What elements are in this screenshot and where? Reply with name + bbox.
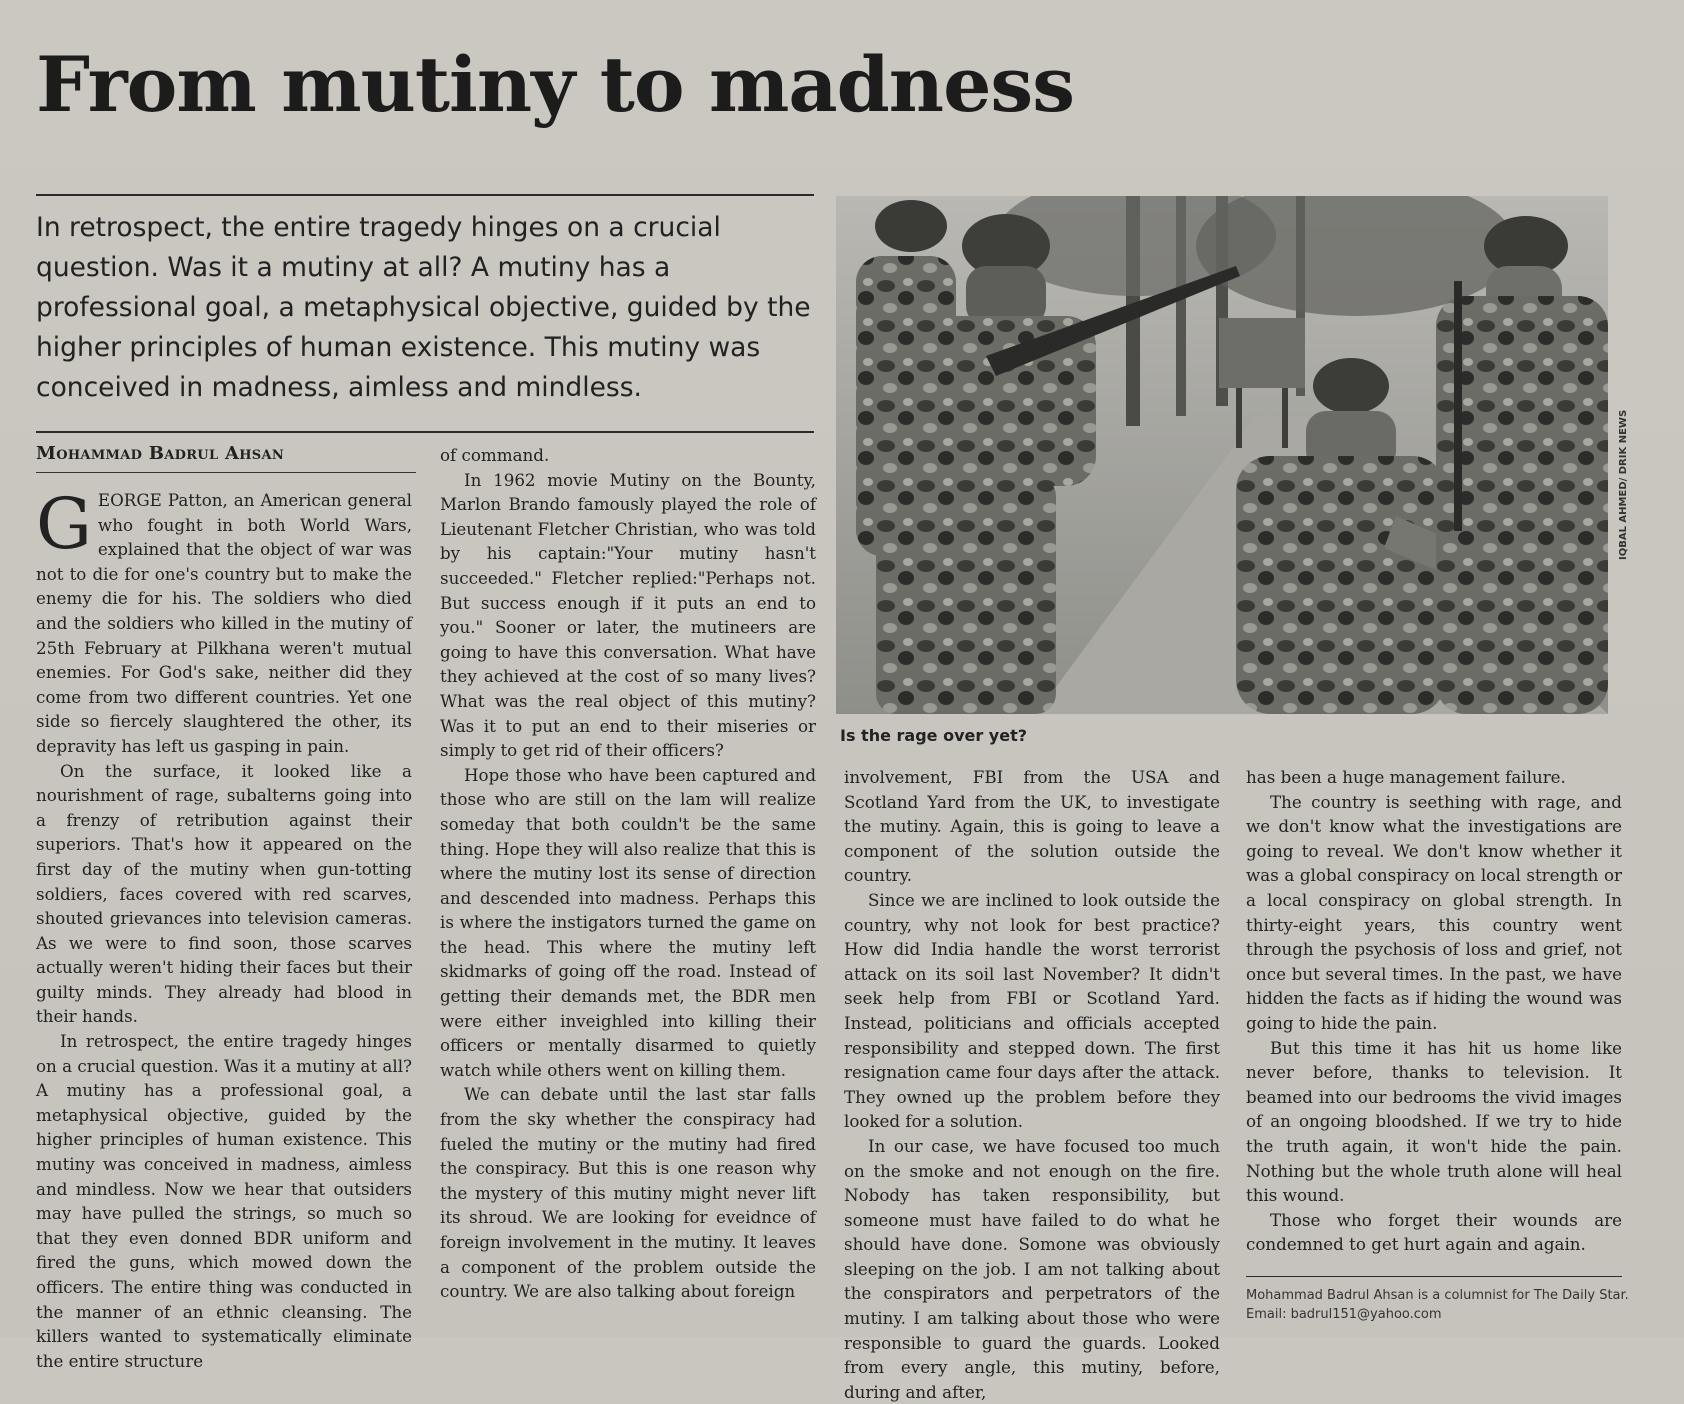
paragraph: The country is seething with rage, and we don't know what the investigations are going to reveal. We don't know whether it was a global conspiracy on local strength or a local conspiracy on global strength. In thirty-eight years, this country went through the psychosis of loss and grief, not once but several times. In the past, we have hidden the facts as if hiding the wound was going to hide the pain. bbox=[1246, 791, 1622, 1033]
paragraph: has been a huge management failure. bbox=[1246, 767, 1566, 787]
standfirst: In retrospect, the entire tragedy hinges on a crucial question. Was it a mutiny at all? A mutiny has a professional goal, a metaphysical objective, guided by the higher principles of human existence. This mutiny was conceived in madness, aimless and mindless. bbox=[36, 212, 811, 403]
news-photo bbox=[836, 196, 1608, 714]
paragraph: In 1962 movie Mutiny on the Bounty, Marlon Brando famously played the role of Lieutenant Fletcher Christian, who was told by his captain:"Your mutiny hasn't succeeded." Fletcher replied:"Perhaps not. But success enough if it puts an end to you." Sooner or later, the mutineers are going to have this conversation. What have they achieved at the cost of so many lives? What was the real object of this mutiny? Was it to put an end to their miseries or simply to get rid of their officers? bbox=[440, 469, 816, 761]
paragraph: But this time it has hit us home like never before, thanks to television. It beamed into our bedrooms the vivid images of an ongoing bloodshed. If we try to hide the truth again, it won't hide the pain. Nothing but the whole truth alone will heal this wound. bbox=[1246, 1037, 1622, 1206]
photo-caption: Is the rage over yet? bbox=[840, 726, 1028, 745]
headline: From mutiny to madness bbox=[36, 40, 1074, 129]
paragraph: of command. bbox=[440, 445, 550, 465]
paragraph: Those who forget their wounds are condemned to get hurt again and again. bbox=[1246, 1209, 1622, 1255]
paragraph: On the surface, it looked like a nourishment of rage, subalterns going into a frenzy of retribution against their superiors. That's how it appeared on the first day of the mutiny when gun-totting soldiers, faces covered with red scarves, shouted grievances into television cameras. As we were to find soon, those scarves actually weren't hiding their faces but their guilty minds. They already had blood in their hands. bbox=[36, 760, 412, 1027]
paragraph-text: EORGE Patton, an American general who fought in both World Wars, explained that the object of war was not to die for one's country but to make the enemy die for his. The soldiers who died and the soldiers who killed in the mutiny of 25th February at Pilkhana weren't mutual enemies. For God's sake, neither did they come from two different countries. Yet one side so fiercely slaughtered the other, its depravity has left us gasping in pain. bbox=[36, 490, 412, 756]
article-column-2 bbox=[440, 443, 816, 1304]
paragraph bbox=[36, 483, 412, 759]
drop-cap: G bbox=[36, 483, 92, 565]
paragraph: Since we are inclined to look outside the country, why not look for best practice? How did India handle the worst terrorist attack on its soil last November? It didn't seek help from FBI or Scotland Yard. Instead, politicians and officials accepted responsibility and stepped down. The first resignation came four days after the attack. They owned up the problem before they looked for a solution. bbox=[844, 889, 1220, 1132]
paragraph: Hope those who have been captured and those who are still on the lam will realize someday that both couldn't be the same thing. Hope they will also realize that this is where the mutiny lost its sense of direction and descended into madness. Perhaps this is where the instigators turned the game on the head. This where the mutiny left skidmarks of going off the road. Instead of getting their demands met, the BDR men were either inveighled into killing their officers or mentally disarmed to quietly watch while others went on killing them. bbox=[440, 764, 816, 1080]
paragraph: In retrospect, the entire tragedy hinges on a crucial question. Was it a mutiny at all? A mutiny has a professional goal, a metaphysical objective, guided by the higher principles of human existence. This mutiny was conceived in madness, aimless and mindless. Now we hear that outsiders may have pulled the strings, so much so that they even donned BDR uniform and fired the guns, which mowed down the officers. The entire thing was conducted in the manner of an ethnic cleansing. The killers wanted to systematically eliminate the entire structure bbox=[36, 1031, 412, 1371]
byline: Mohammad Badrul Ahsan bbox=[36, 443, 416, 473]
standfirst-top-rule bbox=[36, 194, 814, 196]
soldiers-photo-illustration bbox=[836, 196, 1608, 714]
standfirst-bottom-rule bbox=[36, 431, 814, 433]
author-bio-text: Mohammad Badrul Ahsan is a columnist for The Daily Star. bbox=[1246, 1288, 1629, 1303]
article-column-4 bbox=[1246, 765, 1622, 1257]
article-column-3 bbox=[844, 765, 1220, 1404]
author-bio bbox=[1246, 1286, 1646, 1324]
article-column-1 bbox=[36, 483, 412, 1373]
paragraph: We can debate until the last star falls from the sky whether the conspiracy had fueled the mutiny or the mutiny had fired the conspiracy. But this is one reason why the mystery of this mutiny might never lift its shroud. We are looking for eveidnce of foreign involvement in the mutiny. It leaves a component of the problem outside the country. We are also talking about foreign bbox=[440, 1084, 816, 1302]
paragraph: involvement, FBI from the USA and Scotland Yard from the UK, to investigate the mutiny. Again, this is going to leave a component of the solution outside the country. bbox=[844, 767, 1220, 886]
paragraph: In our case, we have focused too much on the smoke and not enough on the fire. Nobody has taken responsibility, but someone must have failed to do what he should have done. Somone was obviously sleeping on the job. I am not talking about the conspirators and perpetrators of the mutiny. I am talking about those who were responsible to guard the guards. Looked from every angle, this mutiny, before, during and after, bbox=[844, 1135, 1220, 1402]
bio-rule bbox=[1246, 1276, 1622, 1277]
photo-credit: IQBAL AHMED/ DRIK NEWS bbox=[1618, 409, 1629, 560]
author-email: Email: badrul151@yahoo.com bbox=[1246, 1307, 1442, 1322]
